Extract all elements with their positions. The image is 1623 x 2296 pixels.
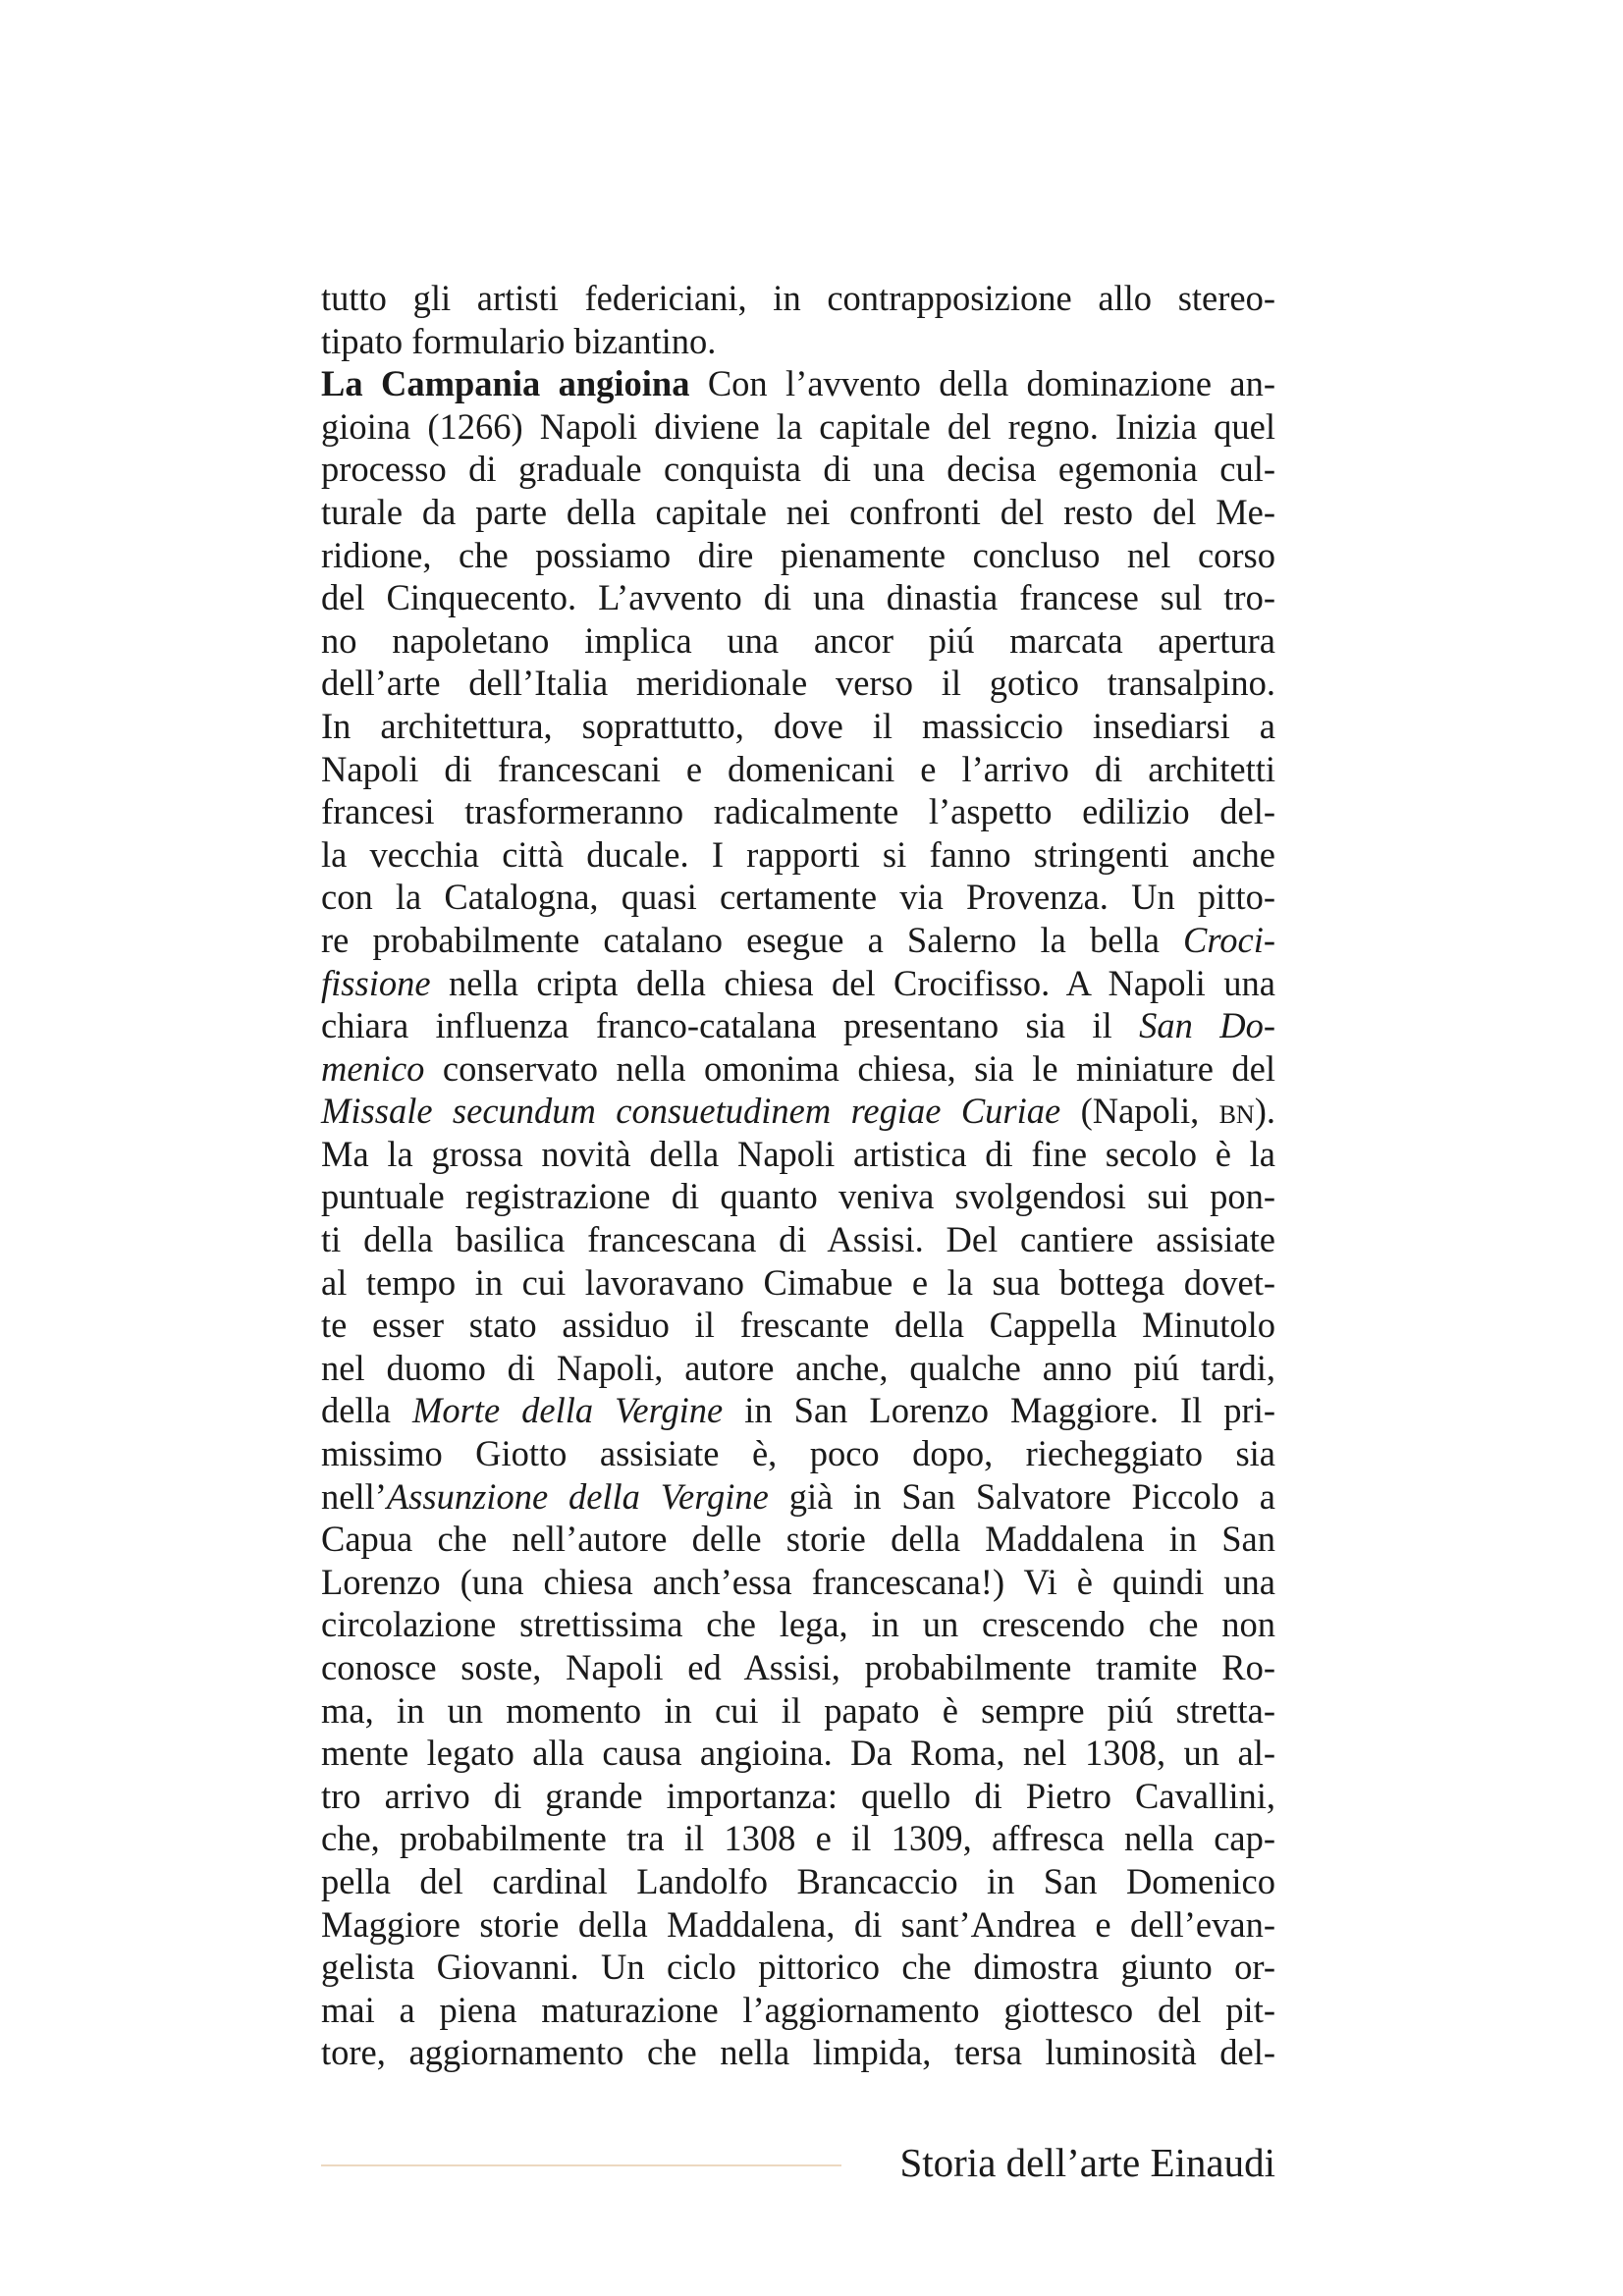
text-run: tipato formulario bizantino. — [321, 320, 717, 361]
text-line — [321, 1090, 1275, 1133]
text-line — [321, 1175, 1275, 1218]
text-run: Napoli di francescani e domenicani e l’arrivo di architetti — [321, 748, 1275, 789]
text-run: conservato nella omonima chiesa, sia le miniature del — [424, 1047, 1275, 1089]
text-line — [321, 1689, 1275, 1733]
text-line — [321, 1004, 1275, 1047]
text-run: ti della basilica francescana di Assisi. Del cantiere assisiate — [321, 1219, 1275, 1260]
text-run: gelista Giovanni. Un ciclo pittorico che dimostra giunto or- — [321, 1947, 1275, 1988]
text-line — [321, 748, 1275, 791]
text-run: (Napoli, — [1060, 1091, 1219, 1132]
text-line — [321, 1389, 1275, 1432]
text-run: della — [321, 1390, 412, 1431]
text-line — [321, 790, 1275, 833]
text-run: turale da parte della capitale nei confronti del resto del Me- — [321, 491, 1275, 532]
text-run: la vecchia città ducale. I rapporti si fanno stringenti anche — [321, 833, 1275, 875]
footer-rule — [321, 2164, 841, 2166]
text-run: tore, aggiornamento che nella limpida, tersa luminosità del- — [321, 2032, 1275, 2073]
italic-title: menico — [321, 1047, 425, 1089]
text-line — [321, 1732, 1275, 1775]
text-line — [321, 1347, 1275, 1390]
text-line — [321, 405, 1275, 449]
text-line — [321, 534, 1275, 577]
italic-title: Morte della Vergine — [411, 1390, 724, 1431]
text-line — [321, 1561, 1275, 1604]
text-line — [321, 576, 1275, 619]
italic-title: Croci- — [1183, 919, 1275, 960]
text-line — [321, 1775, 1275, 1818]
text-line — [321, 1646, 1275, 1689]
text-run: gioina (1266) Napoli diviene la capitale del regno. Inizia quel — [321, 405, 1275, 447]
text-run: Con l’avvento della dominazione an- — [689, 363, 1275, 404]
text-line — [321, 833, 1275, 877]
text-line — [321, 1946, 1275, 1989]
text-line — [321, 1989, 1275, 2032]
text-line — [321, 2031, 1275, 2074]
text-run: Maggiore storie della Maddalena, di sant’Andrea e dell’evan- — [321, 1903, 1275, 1945]
text-line — [321, 1047, 1275, 1091]
text-line — [321, 277, 1275, 320]
text-run: tutto gli artisti federiciani, in contrapposizione allo stereo- — [321, 278, 1275, 318]
text-run: al tempo in cui lavoravano Cimabue e la sua bottega dovet- — [321, 1261, 1275, 1303]
text-run: nella cripta della chiesa del Crocifisso. A Napoli una — [430, 962, 1275, 1003]
italic-title: San Do- — [1139, 1005, 1275, 1046]
text-run: no napoletano implica una ancor piú marcata apertura — [321, 619, 1275, 661]
text-line — [321, 1903, 1275, 1947]
text-run: nell’ — [321, 1475, 387, 1517]
text-run: francesi trasformeranno radicalmente l’aspetto edilizio del- — [321, 791, 1275, 832]
italic-title: fissione — [321, 962, 431, 1003]
text-run: circolazione strettissima che lega, in un crescendo che non — [321, 1604, 1275, 1645]
text-run: conosce soste, Napoli ed Assisi, probabilmente tramite Ro- — [321, 1647, 1275, 1687]
text-run: del Cinquecento. L’avvento di una dinastia francese sul tro- — [321, 577, 1275, 618]
text-run: te esser stato assiduo il frescante della Cappella Minutolo — [321, 1305, 1275, 1346]
text-line — [321, 1860, 1275, 1903]
text-run: Lorenzo (una chiesa anch’essa francescana!) Vi è quindi una — [321, 1561, 1275, 1602]
text-line — [321, 662, 1275, 705]
text-run: Ma la grossa novità della Napoli artistica di fine secolo è la — [321, 1133, 1275, 1174]
section-heading: La Campania angioina — [321, 363, 690, 404]
text-line — [321, 1304, 1275, 1347]
text-run: processo di graduale conquista di una decisa egemonia cul- — [321, 449, 1275, 490]
text-line — [321, 1518, 1275, 1561]
italic-title: Assunzione della Vergine — [386, 1475, 769, 1517]
text-line — [321, 919, 1275, 962]
text-run: ridione, che possiamo dire pienamente concluso nel corso — [321, 534, 1275, 575]
text-line — [321, 1261, 1275, 1305]
text-line — [321, 1218, 1275, 1261]
text-run: tro arrivo di grande importanza: quello di Pietro Cavallini, — [321, 1775, 1275, 1816]
text-line — [321, 962, 1275, 1005]
text-line — [321, 876, 1275, 919]
text-line — [321, 619, 1275, 663]
text-line — [321, 705, 1275, 748]
text-run: puntuale registrazione di quanto veniva svolgendosi sui pon- — [321, 1176, 1275, 1217]
text-run: con la Catalogna, quasi certamente via Provenza. Un pitto- — [321, 877, 1275, 918]
text-line — [321, 448, 1275, 491]
text-line — [321, 1432, 1275, 1475]
text-run: ). — [1254, 1091, 1275, 1132]
italic-title: Missale secundum consuetudinem regiae Curiae — [321, 1091, 1061, 1132]
text-run: ma, in un momento in cui il papato è sempre piú stretta- — [321, 1689, 1275, 1731]
text-line — [321, 1133, 1275, 1176]
text-run: che, probabilmente tra il 1308 e il 1309, affresca nella cap- — [321, 1818, 1275, 1859]
text-line — [321, 1817, 1275, 1860]
body-text — [321, 277, 1275, 2074]
text-run: chiara influenza franco-catalana presentano sia il — [321, 1005, 1140, 1046]
text-run: già in San Salvatore Piccolo a — [768, 1475, 1275, 1517]
footer-title: Storia dell’arte Einaudi — [899, 2140, 1275, 2185]
text-run: mente legato alla causa angioina. Da Roma, nel 1308, un al- — [321, 1733, 1275, 1774]
text-line — [321, 491, 1275, 534]
text-run: mai a piena maturazione l’aggiornamento giottesco del pit- — [321, 1989, 1275, 2030]
text-line — [321, 1475, 1275, 1519]
text-run: missimo Giotto assisiate è, poco dopo, riecheggiato sia — [321, 1433, 1275, 1474]
text-run: Capua che nell’autore delle storie della Maddalena in San — [321, 1519, 1275, 1560]
text-run: In architettura, soprattutto, dove il massiccio insediarsi a — [321, 705, 1275, 746]
text-run: dell’arte dell’Italia meridionale verso il gotico transalpino. — [321, 663, 1275, 704]
text-run: in San Lorenzo Maggiore. Il pri- — [723, 1390, 1276, 1431]
text-line — [321, 320, 1275, 363]
text-run: bn — [1218, 1091, 1255, 1132]
text-run: pella del cardinal Landolfo Brancaccio in San Domenico — [321, 1860, 1275, 1901]
text-line — [321, 1603, 1275, 1646]
text-line — [321, 362, 1275, 405]
text-run: re probabilmente catalano esegue a Salerno la bella — [321, 919, 1184, 960]
text-run: nel duomo di Napoli, autore anche, qualche anno piú tardi, — [321, 1347, 1275, 1388]
